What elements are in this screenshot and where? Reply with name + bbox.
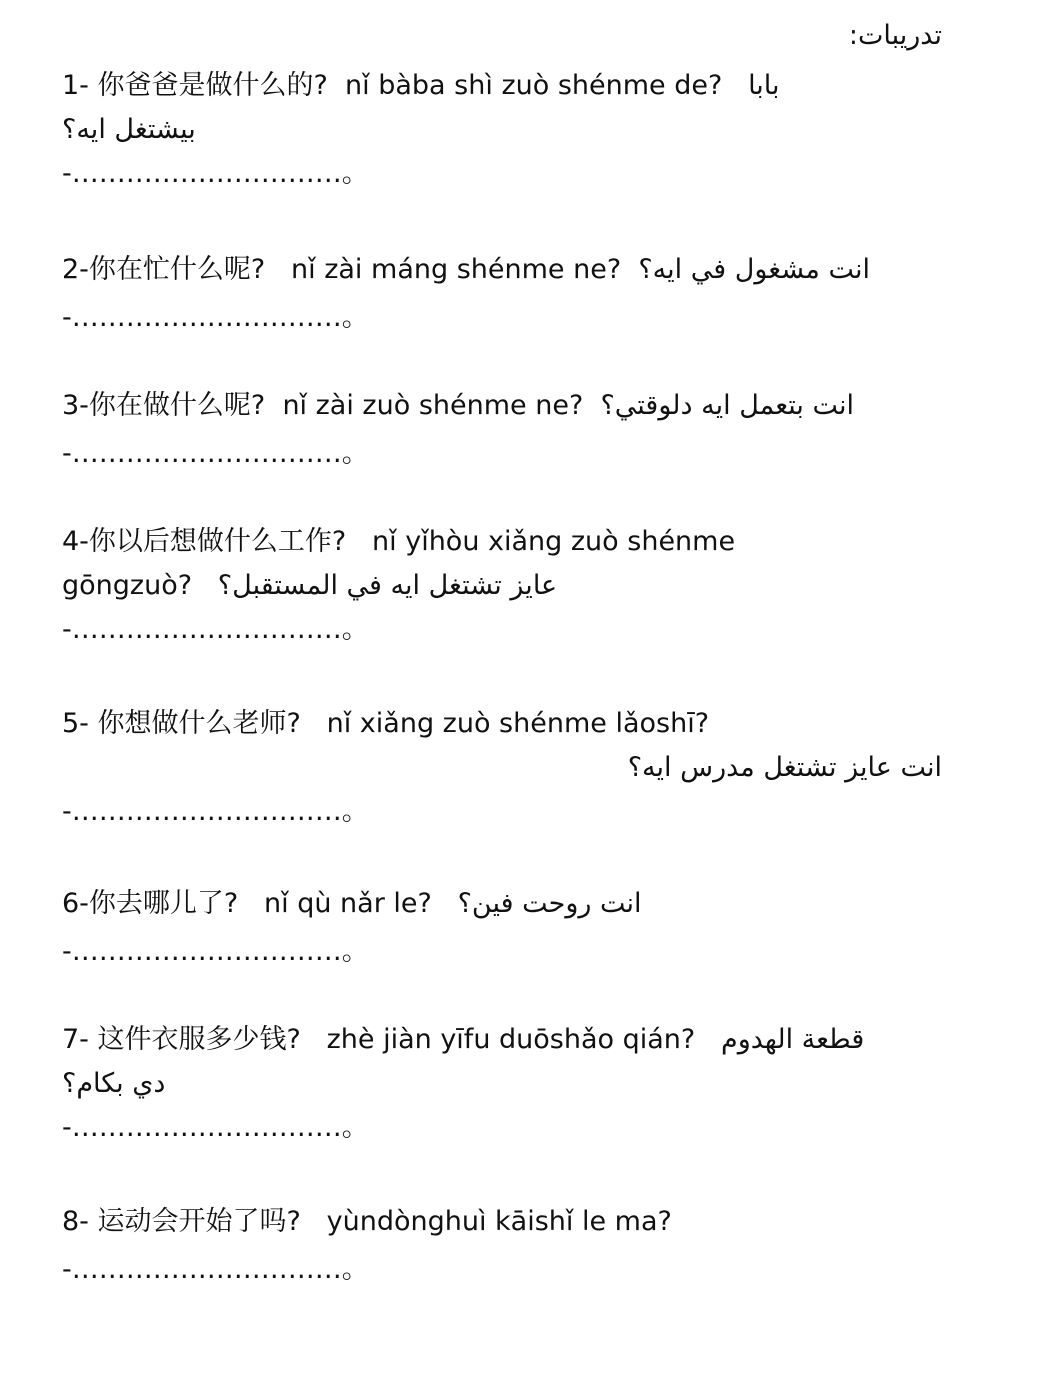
chinese-text: 这件衣服多少钱? bbox=[97, 1024, 301, 1055]
answer-line: -…………………………。 bbox=[62, 796, 369, 827]
arabic-translation: قطعة الهدوم bbox=[721, 1024, 865, 1055]
exercise-number: 8- bbox=[62, 1206, 89, 1237]
pinyin-text: nǐ zài zuò shénme ne? bbox=[282, 390, 584, 421]
arabic-translation: انت بتعمل ايه دلوقتي؟ bbox=[600, 390, 855, 421]
pinyin-text: nǐ xiǎng zuò shénme lǎoshī? bbox=[326, 708, 710, 739]
answer-line: -…………………………。 bbox=[62, 936, 369, 967]
chinese-text: 你在做什么呢? bbox=[88, 390, 266, 421]
exercise-2 bbox=[62, 246, 942, 338]
exercise-number: 3- bbox=[62, 390, 89, 421]
pinyin-text: nǐ yǐhòu xiǎng zuò shénme bbox=[372, 526, 736, 557]
pinyin-text: nǐ bàba shì zuò shénme de? bbox=[345, 70, 723, 101]
answer-line: -…………………………。 bbox=[62, 614, 369, 645]
pinyin-text: nǐ qù nǎr le? bbox=[264, 888, 432, 919]
answer-line: -…………………………。 bbox=[62, 158, 369, 189]
exercise-number: 2- bbox=[62, 254, 89, 285]
chinese-text: 你爸爸是做什么的? bbox=[97, 70, 328, 101]
pinyin-text-continued: gōngzuò? bbox=[62, 570, 193, 601]
exercise-6 bbox=[62, 880, 942, 972]
exercise-8 bbox=[62, 1198, 942, 1290]
chinese-text: 你去哪儿了? bbox=[88, 888, 239, 919]
answer-line: -…………………………。 bbox=[62, 1254, 369, 1285]
arabic-translation: انت مشغول في ايه؟ bbox=[638, 254, 870, 285]
answer-line: -…………………………。 bbox=[62, 302, 369, 333]
exercise-3-question bbox=[62, 382, 942, 430]
answer-line: -…………………………。 bbox=[62, 1112, 369, 1143]
exercise-7 bbox=[62, 1016, 942, 1148]
exercise-7-question bbox=[62, 1016, 942, 1064]
arabic-translation-continued: دي بكام؟ bbox=[62, 1068, 166, 1099]
chinese-text: 你以后想做什么工作? bbox=[88, 526, 347, 557]
exercise-number: 5- bbox=[62, 708, 89, 739]
arabic-translation: عايز تشتغل ايه في المستقبل؟ bbox=[217, 570, 558, 601]
exercise-8-question bbox=[62, 1198, 942, 1246]
arabic-translation: بابا bbox=[748, 70, 780, 101]
exercise-1-question bbox=[62, 62, 942, 110]
arabic-translation: انت عايز تشتغل مدرس ايه؟ bbox=[627, 752, 942, 783]
exercise-4-question bbox=[62, 518, 942, 566]
exercise-1 bbox=[62, 62, 942, 194]
answer-line: -…………………………。 bbox=[62, 438, 369, 469]
exercise-number: 6- bbox=[62, 888, 89, 919]
arabic-translation: انت روحت فين؟ bbox=[457, 888, 642, 919]
exercise-number: 4- bbox=[62, 526, 89, 557]
exercise-6-question bbox=[62, 880, 942, 928]
exercise-4-question-continued bbox=[62, 566, 942, 606]
exercise-5 bbox=[62, 700, 942, 832]
exercise-3 bbox=[62, 382, 942, 474]
exercise-4 bbox=[62, 518, 942, 650]
pinyin-text: nǐ zài máng shénme ne? bbox=[291, 254, 622, 285]
chinese-text: 你想做什么老师? bbox=[97, 708, 301, 739]
exercise-2-question bbox=[62, 246, 942, 294]
chinese-text: 你在忙什么呢? bbox=[88, 254, 266, 285]
worksheet-heading: تدريبات: bbox=[848, 20, 942, 51]
pinyin-text: zhè jiàn yīfu duōshǎo qián? bbox=[326, 1024, 696, 1055]
arabic-translation-continued: بيشتغل ايه؟ bbox=[62, 114, 196, 145]
pinyin-text: yùndònghuì kāishǐ le ma? bbox=[326, 1206, 672, 1237]
exercise-5-question bbox=[62, 700, 942, 748]
exercise-number: 7- bbox=[62, 1024, 89, 1055]
chinese-text: 运动会开始了吗? bbox=[97, 1206, 301, 1237]
exercise-number: 1- bbox=[62, 70, 89, 101]
